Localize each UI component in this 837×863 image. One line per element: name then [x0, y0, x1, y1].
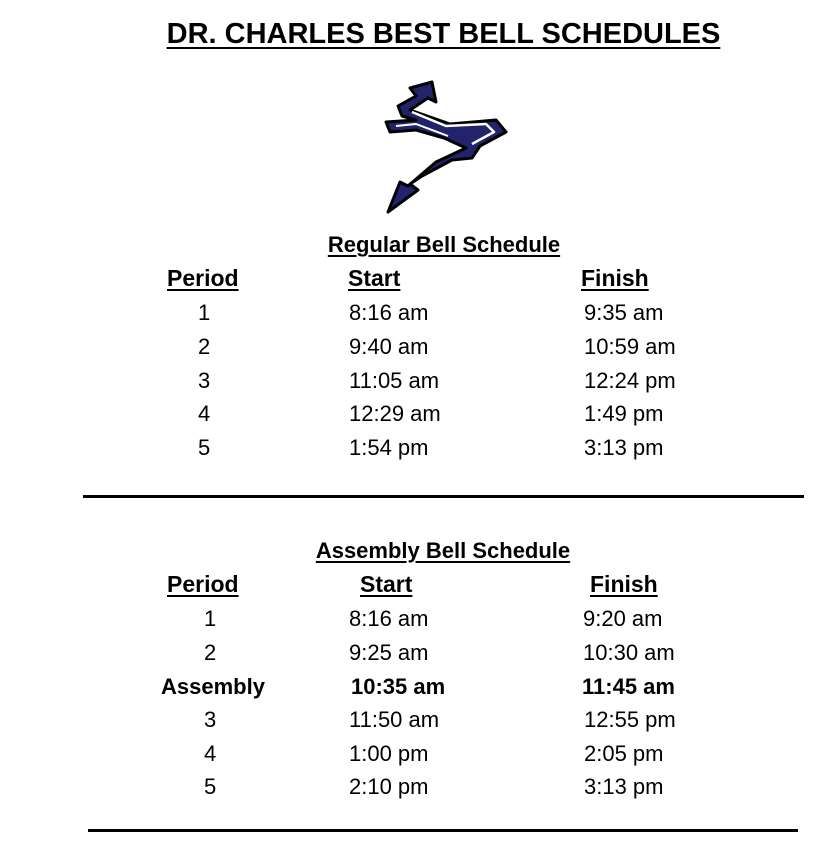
start-cell: 1:00 pm	[349, 741, 429, 766]
section-divider	[83, 495, 804, 498]
finish-cell: 2:05 pm	[584, 741, 664, 766]
start-cell: 8:16 am	[349, 300, 429, 325]
period-cell: 4	[198, 401, 211, 426]
start-cell: 11:05 am	[349, 368, 440, 393]
period-cell: 2	[198, 334, 211, 359]
period-cell: 4	[204, 741, 217, 766]
regular-period-header: Period	[167, 265, 239, 291]
period-cell: 1	[204, 606, 217, 631]
start-cell: 1:54 pm	[349, 435, 429, 460]
period-cell: 5	[204, 774, 217, 799]
finish-cell: 12:24 pm	[584, 368, 676, 393]
finish-cell: 9:35 am	[584, 300, 664, 325]
best-lightning-logo-icon	[376, 80, 516, 216]
assembly-start-header: Start	[360, 571, 413, 597]
page-title: DR. CHARLES BEST BELL SCHEDULES	[166, 18, 721, 50]
assembly-finish-header: Finish	[590, 571, 658, 597]
bottom-divider	[88, 829, 798, 832]
start-cell: 2:10 pm	[349, 774, 429, 799]
start-cell: 9:25 am	[349, 640, 429, 665]
period-cell: 3	[204, 707, 217, 732]
start-cell: 11:50 am	[349, 707, 440, 732]
finish-cell: 10:30 am	[583, 640, 675, 665]
period-cell: 1	[198, 300, 211, 325]
regular-finish-header: Finish	[581, 265, 649, 291]
assembly-schedule-title: Assembly Bell Schedule	[315, 538, 571, 563]
period-cell: 2	[204, 640, 217, 665]
period-cell: 3	[198, 368, 211, 393]
finish-cell: 10:59 am	[584, 334, 676, 359]
finish-cell: 12:55 pm	[584, 707, 676, 732]
start-cell: 12:29 am	[349, 401, 441, 426]
start-cell: 8:16 am	[349, 606, 429, 631]
finish-cell: 1:49 pm	[584, 401, 664, 426]
regular-schedule-title: Regular Bell Schedule	[327, 232, 561, 257]
regular-start-header: Start	[348, 265, 401, 291]
assembly-period-header: Period	[167, 571, 239, 597]
period-cell: 5	[198, 435, 211, 460]
period-cell: Assembly	[161, 674, 265, 699]
finish-cell: 3:13 pm	[584, 435, 664, 460]
start-cell: 10:35 am	[351, 674, 446, 699]
finish-cell: 3:13 pm	[584, 774, 664, 799]
finish-cell: 9:20 am	[583, 606, 663, 631]
start-cell: 9:40 am	[349, 334, 429, 359]
finish-cell: 11:45 am	[582, 674, 675, 699]
